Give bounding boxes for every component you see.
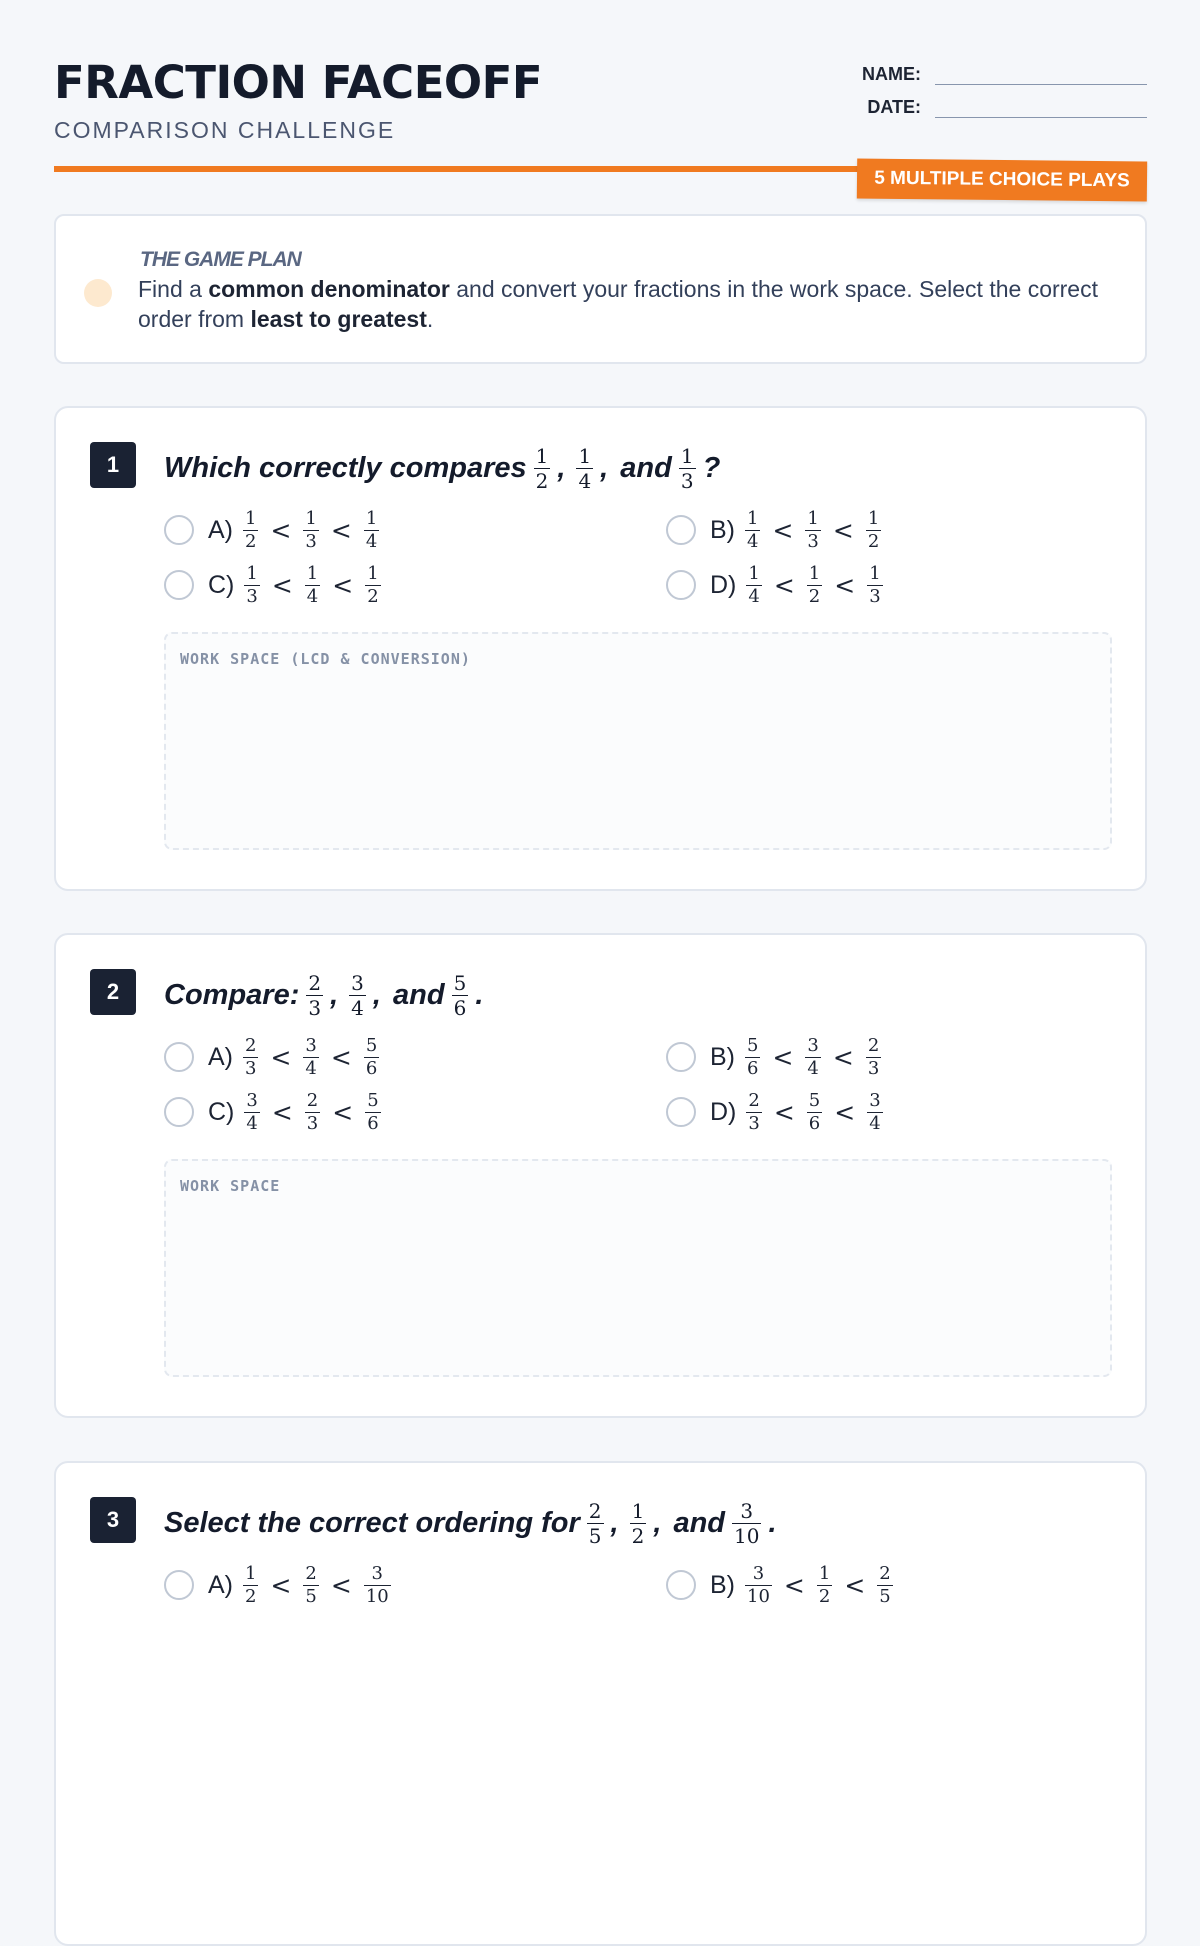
game-plan-text: Find a common denominator and convert your fractions in the work space. Select the correct order from least to greatest. (138, 276, 1098, 332)
plays-badge: 5 MULTIPLE CHOICE PLAYS (857, 158, 1147, 201)
work-space-label: WORK SPACE (180, 1177, 281, 1195)
question-prompt: Which correctly compares $\frac{1}{2}$ , $\frac{1}{4}$ , and $\frac{1}{3}$ ? (164, 443, 721, 493)
option-d[interactable]: D) $\frac{2}{3}$ < $\frac{5}{6}$ < $\frac{3}{4}$ (666, 1090, 883, 1134)
worksheet-title: FRACTION FACEOFF (54, 56, 543, 109)
game-plan-title: THE GAME PLAN (140, 248, 301, 271)
option-b[interactable]: B) $\frac{1}{4}$ < $\frac{1}{3}$ < $\frac{1}{2}$ (666, 508, 881, 552)
game-plan-box (54, 214, 1147, 364)
date-line[interactable] (935, 93, 1147, 118)
name-line[interactable] (935, 60, 1147, 85)
option-a[interactable]: A) $\frac{1}{2}$ < $\frac{1}{3}$ < $\frac{1}{4}$ (164, 508, 379, 552)
option-b[interactable]: B) $\frac{5}{6}$ < $\frac{3}{4}$ < $\frac{2}{3}$ (666, 1035, 881, 1079)
radio-button[interactable] (164, 570, 194, 600)
radio-button[interactable] (164, 1097, 194, 1127)
name-label: NAME: (862, 64, 921, 84)
date-label: DATE: (867, 97, 921, 117)
option-c[interactable]: C) $\frac{1}{3}$ < $\frac{1}{4}$ < $\frac{1}{2}$ (164, 563, 381, 607)
question-prompt: Compare: $\frac{2}{3}$ , $\frac{3}{4}$ , and $\frac{5}{6}$ . (164, 970, 484, 1020)
radio-button[interactable] (666, 570, 696, 600)
option-c[interactable]: C) $\frac{3}{4}$ < $\frac{2}{3}$ < $\frac{5}{6}$ (164, 1090, 381, 1134)
work-space-label: WORK SPACE (LCD & CONVERSION) (180, 650, 471, 668)
option-a[interactable]: A) $\frac{1}{2}$ < $\frac{2}{5}$ < $\frac{3}{10}$ (164, 1563, 391, 1607)
worksheet-page (54, 0, 1147, 1607)
question-number: 1 (90, 442, 136, 488)
work-space[interactable] (164, 632, 1112, 850)
option-a[interactable]: A) $\frac{2}{3}$ < $\frac{3}{4}$ < $\frac{5}{6}$ (164, 1035, 379, 1079)
bullet-dot-icon (84, 279, 112, 307)
question-card-3 (54, 1461, 1147, 1946)
option-d[interactable]: D) $\frac{1}{4}$ < $\frac{1}{2}$ < $\frac{1}{3}$ (666, 563, 883, 607)
radio-button[interactable] (164, 515, 194, 545)
student-fields (857, 52, 1147, 118)
worksheet-subtitle: COMPARISON CHALLENGE (54, 117, 396, 143)
work-space[interactable] (164, 1159, 1112, 1377)
radio-button[interactable] (164, 1570, 194, 1600)
radio-button[interactable] (666, 1042, 696, 1072)
radio-button[interactable] (666, 515, 696, 545)
option-b[interactable]: B) $\frac{3}{10}$ < $\frac{1}{2}$ < $\frac{2}{5}$ (666, 1563, 893, 1607)
question-prompt: Select the correct ordering for $\frac{2}{5}$ , $\frac{1}{2}$ , and $\frac{3}{10}$ . (164, 1498, 777, 1548)
radio-button[interactable] (666, 1097, 696, 1127)
question-card-1 (54, 406, 1147, 891)
radio-button[interactable] (666, 1570, 696, 1600)
question-number: 2 (90, 969, 136, 1015)
question-number: 3 (90, 1497, 136, 1543)
radio-button[interactable] (164, 1042, 194, 1072)
question-card-2 (54, 933, 1147, 1418)
